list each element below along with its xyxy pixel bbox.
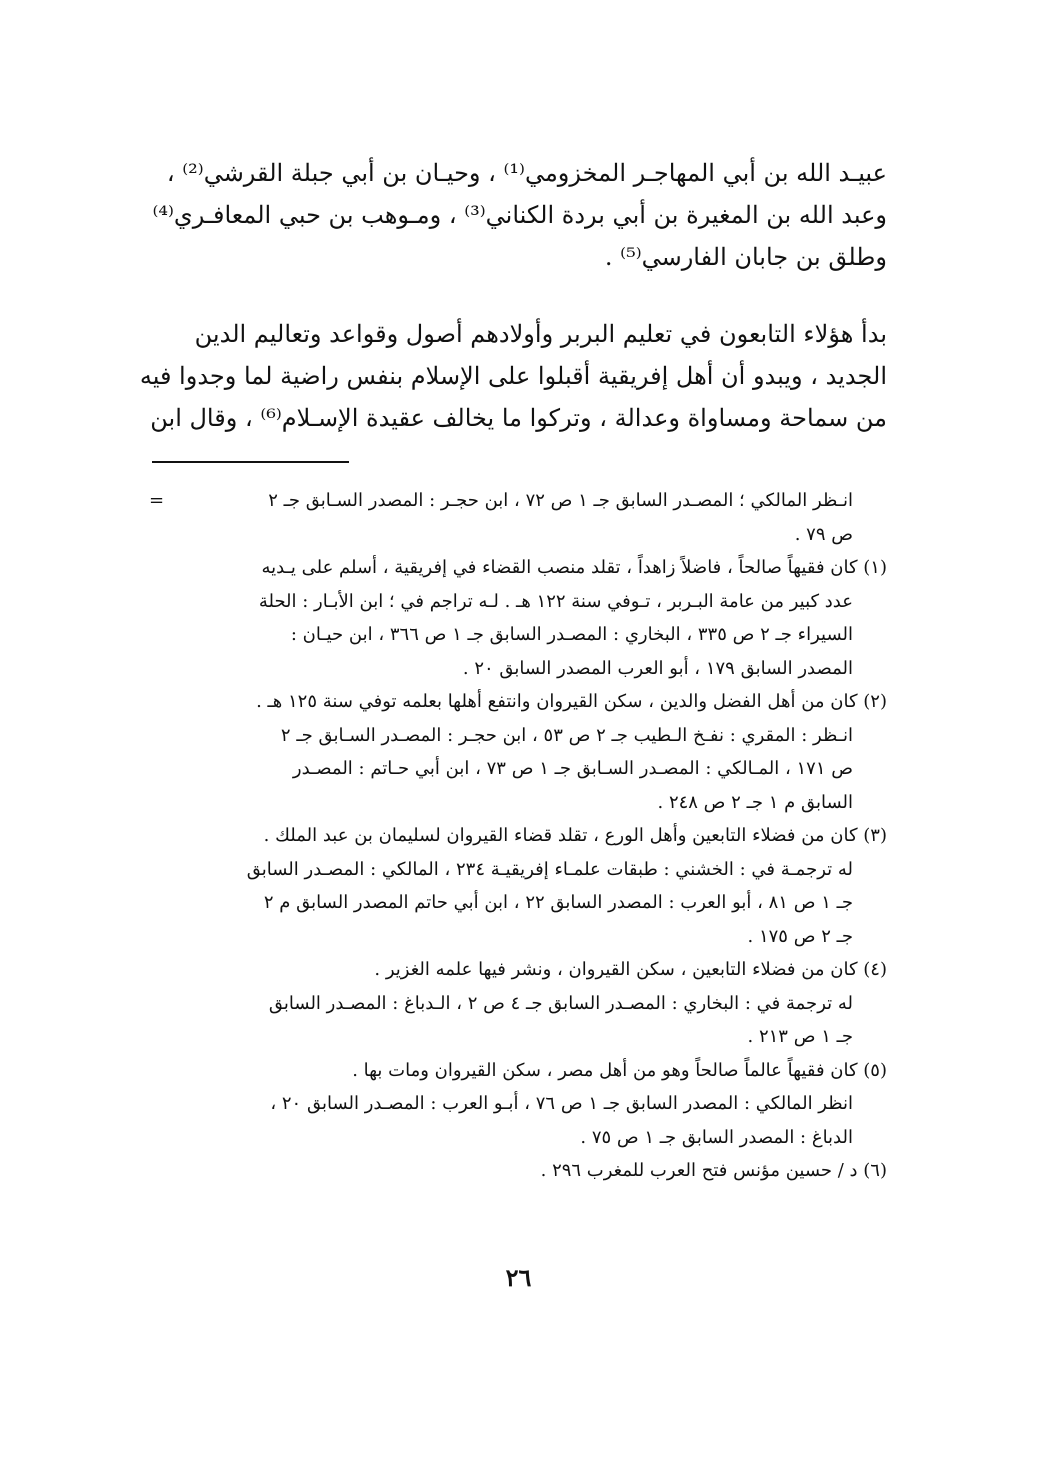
footnote-line: (١) كان فقيهاً صالحاً ، فاضلاً زاهداً ، تقلد منصب القضاء في إفريقية ، أسلم على يـديه [261, 557, 887, 578]
footnotes [149, 484, 887, 1188]
paragraph-line: بدأ هؤلاء التابعون في تعليم البربر وأولادهم أصول وقواعد وتعاليم الدين [194, 320, 887, 348]
paragraph-line: وطلق بن جابان الفارسي⁽⁵⁾ . [604, 243, 887, 271]
footnote-line: الدباغ : المصدر السابق جـ ١ ص ٧٥ . [580, 1126, 853, 1148]
footnote-line: (٢) كان من أهل الفضل والدين ، سكن القيروان وانتفع أهلها بعلمه توفي سنة ١٢٥ هـ . [256, 691, 887, 712]
paragraph-line: من سماحة ومساواة وعدالة ، وتركوا ما يخالف عقيدة الإسـلام⁽⁶⁾ ، وقال ابن [150, 404, 887, 432]
footnote-separator [152, 461, 349, 463]
paragraph-line: وعبد الله بن المغيرة بن أبي بردة الكناني⁽³⁾ ، ومـوهب بن حبي المعافـري⁽⁴⁾ [152, 201, 887, 229]
footnote-line: (٤) كان من فضلاء التابعين ، سكن القيروان ، ونشر فيها علمه الغزير . [374, 959, 887, 980]
paragraph-line: الجديد ، ويبدو أن أهل إفريقية أقبلوا على الإسلام بنفس راضية لما وجدوا فيه [139, 362, 887, 390]
footnote-line: انـظر المالكي ؛ المصـدر السابق جـ ١ ص ٧٢ ، ابن حجـر : المصدر السـابق جـ ٢ [268, 490, 853, 511]
footnote-line: انظر المالكي : المصدر السابق جـ ١ ص ٧٦ ، أبـو العرب : المصـدر السابق ٢٠ ، [270, 1093, 853, 1114]
footnote-line: جـ ١ ص ٢١٣ . [747, 1026, 853, 1047]
footnote-line: (٥) كان فقيهاً عالماً صالحاً وهو من أهل مصر ، سكن القيروان ومات بها . [352, 1059, 887, 1081]
footnote-line: السابق م ١ جـ ٢ ص ٢٤٨ . [657, 791, 853, 813]
footnote-line: (٣) كان من فضلاء التابعين وأهل الورع ، تقلد قضاء القيروان لسليمان بن عبد الملك . [263, 825, 887, 846]
footnote-line: ص ١٧١ ، المـالكي : المصـدر السـابق جـ ١ ص ٧٣ ، ابن أبي حـاتم : المصـدر [292, 758, 853, 779]
footnote-line: له ترجمـة في : الخشني : طبقات علمـاء إفريقيـة ٢٣٤ ، المالكي : المصـدر السابق [246, 858, 853, 880]
footnote-line: (٦) د / حسين مؤنس فتح العرب للمغرب ٢٩٦ . [540, 1160, 887, 1181]
footnote-line: عدد كبير من عامة البـربر ، تـوفي سنة ١٢٢ هـ . لـه تراجم في ؛ ابن الأبـار : الحلة [258, 590, 853, 612]
page-number: ٢٦ [505, 1263, 532, 1292]
footnote-line: ص ٧٩ . [794, 523, 853, 545]
footnote-line: له ترجمة في : البخاري : المصـدر السابق جـ ٤ ص ٢ ، الـدباغ : المصـدر السابق [268, 992, 853, 1014]
footnote-continuation-mark: = [149, 490, 165, 511]
footnote-line: جـ ٢ ص ١٧٥ . [747, 925, 853, 947]
footnote-line: جـ ١ ص ٨١ ، أبو العرب : المصدر السابق ٢٢ ، ابن أبي حاتم المصدر السابق م ٢ [263, 892, 853, 913]
footnote-line: انـظر : المقري : نفـخ الـطيب جـ ٢ ص ٥٣ ، ابن حجـر : المصـدر السـابق جـ ٢ [280, 724, 853, 746]
body-paragraph-1 [152, 152, 887, 278]
footnote-line: السيراء جـ ٢ ص ٣٣٥ ، البخاري : المصـدر السابق جـ ١ ص ٣٦٦ ، ابن حيـان : [290, 624, 853, 645]
paragraph-line: عبيـد الله بن أبي المهاجـر المخزومي⁽¹⁾ ، وحيـان بن أبي جبلة القرشي⁽²⁾ ، [166, 159, 887, 187]
footnote-line: المصدر السابق ١٧٩ ، أبو العرب المصدر السابق ٢٠ . [462, 657, 853, 679]
body-paragraph-2 [139, 313, 887, 439]
